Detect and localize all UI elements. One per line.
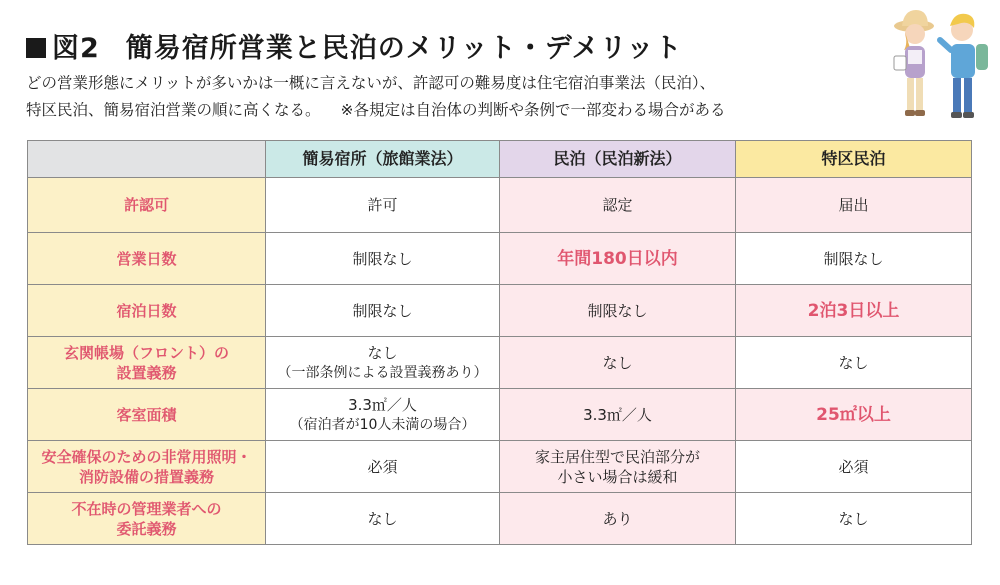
table-cell: 必須 [736,441,972,493]
row-label: 不在時の管理業者への 委託義務 [28,493,266,545]
table-row [28,337,972,389]
table-row [28,389,972,441]
title-text: 簡易宿所営業と民泊のメリット・デメリット [125,33,683,64]
table-cell: 届出 [736,178,972,233]
table-cell: なし [500,337,736,389]
header-blank-cell [28,141,266,178]
table-cell: 必須 [266,441,500,493]
table-cell: なし [736,493,972,545]
row-label: 客室面積 [28,389,266,441]
table-cell: 制限なし [266,233,500,285]
description-line-1: どの営業形態にメリットが多いかは一概に言えないが、許認可の難易度は住宅宿泊事業法（民泊）、 [26,74,716,92]
table-cell: あり [500,493,736,545]
table-cell: 制限なし [500,285,736,337]
table-row [28,285,972,337]
row-label: 営業日数 [28,233,266,285]
table-row [28,178,972,233]
row-label: 許認可 [28,178,266,233]
table-cell [736,389,972,441]
figure-number: 図2 [52,33,100,64]
page-title [26,26,683,65]
description-note: ※各規定は自治体の判断や条例で一部変わる場合がある [340,101,726,119]
highlight-value: 2泊3日以上 [807,300,900,321]
table-cell: 3.3㎡／人 [500,389,736,441]
header-kani-shukusho: 簡易宿所（旅館業法） [266,141,500,178]
title-square-icon [26,38,46,58]
table-cell: 家主居住型で民泊部分が 小さい場合は緩和 [500,441,736,493]
header-tokku-minpaku: 特区民泊 [736,141,972,178]
table-cell: 許可 [266,178,500,233]
table-row [28,441,972,493]
travelers-illustration-icon [878,4,996,128]
row-label: 安全確保のための非常用照明・ 消防設備の措置義務 [28,441,266,493]
highlight-value: 年間180日以内 [557,248,678,269]
table-cell: 3.3㎡／人 （宿泊者が10人未満の場合） [266,389,500,441]
comparison-table [27,140,972,545]
row-label: 玄関帳場（フロント）の 設置義務 [28,337,266,389]
table-cell: なし [266,493,500,545]
table-row [28,493,972,545]
table-cell: 制限なし [736,233,972,285]
highlight-value: 25㎡以上 [816,404,891,425]
table-cell: なし （一部条例による設置義務あり） [266,337,500,389]
description [26,70,886,124]
table-cell: 制限なし [266,285,500,337]
table-cell: 認定 [500,178,736,233]
table-cell [736,285,972,337]
table-header-row [28,141,972,178]
row-label: 宿泊日数 [28,285,266,337]
table-row [28,233,972,285]
header-minpaku: 民泊（民泊新法） [500,141,736,178]
table-cell: なし [736,337,972,389]
table-cell [500,233,736,285]
description-line-2: 特区民泊、簡易宿泊営業の順に高くなる。 ※各規定は自治体の判断や条例で一部変わる場合がある [26,101,726,119]
